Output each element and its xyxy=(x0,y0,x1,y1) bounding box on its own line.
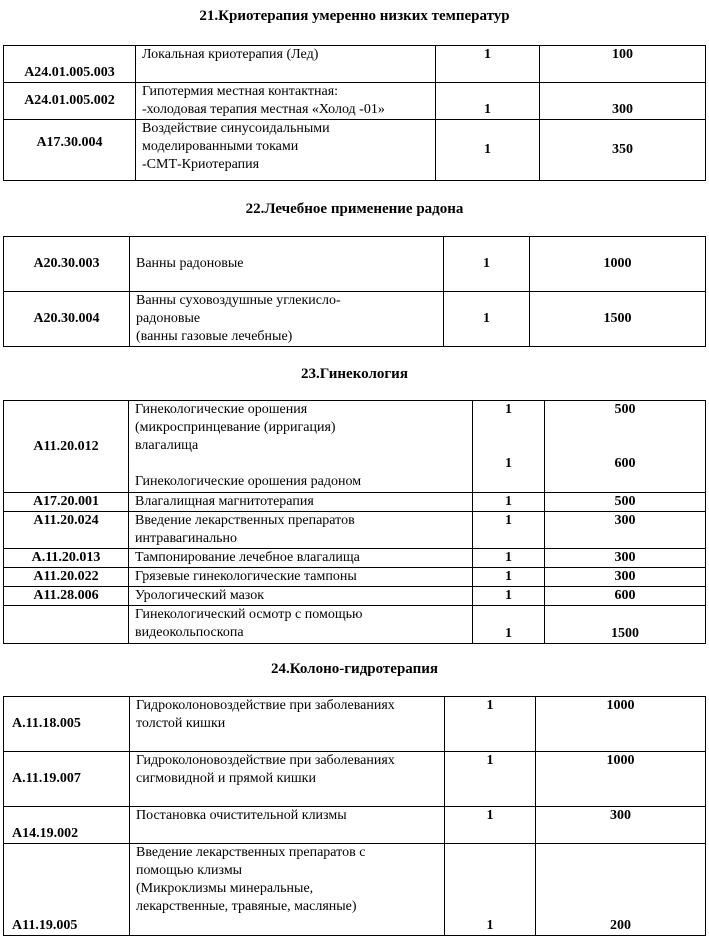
service-name xyxy=(130,697,445,752)
table-row xyxy=(4,807,706,844)
service-price: 350 xyxy=(540,120,706,181)
service-name-line: Гинекологический осмотр с помощью xyxy=(135,607,363,622)
service-qty: 1 xyxy=(473,587,545,606)
service-name-line: Гинекологические орошения xyxy=(135,402,308,417)
service-qty-value: 1 xyxy=(505,456,512,471)
service-name-line: -холодовая терапия местная «Холод -01» xyxy=(142,102,385,117)
service-name: Локальная криотерапия (Лед) xyxy=(136,46,436,83)
table-row xyxy=(4,237,706,292)
section-title: 24.Колоно-гидротерапия xyxy=(271,661,438,677)
table-row xyxy=(4,292,706,347)
service-price: 300 xyxy=(540,83,706,120)
service-qty: 1 xyxy=(444,292,530,347)
service-name-line: радоновые xyxy=(136,311,201,326)
service-name-line: Ванны суховоздушные углекисло- xyxy=(136,293,341,308)
service-name: Тампонирование лечебное влагалища xyxy=(129,549,473,568)
service-qty: 1 xyxy=(445,807,536,844)
service-name-line: Воздействие синусоидальными xyxy=(142,121,330,136)
service-name xyxy=(130,292,444,347)
service-qty: 1 xyxy=(473,568,545,587)
service-price: 1500 xyxy=(530,292,706,347)
table-row xyxy=(4,752,706,807)
service-name-line: (ванны газовые лечебные) xyxy=(136,329,293,344)
table-row xyxy=(4,493,706,512)
service-name xyxy=(136,120,436,181)
service-name: Ванны радоновые xyxy=(130,237,444,292)
service-code: А17.30.004 xyxy=(4,120,136,181)
table-row xyxy=(4,587,706,606)
table-row xyxy=(4,46,706,83)
service-code: А11.28.006 xyxy=(4,587,129,606)
service-name-line: Гипотермия местная контактная: xyxy=(142,84,339,99)
table-row xyxy=(4,401,706,493)
price-table xyxy=(3,45,706,181)
service-code: А20.30.003 xyxy=(4,237,130,292)
service-code: А17.20.001 xyxy=(4,493,129,512)
service-price-value: 600 xyxy=(614,456,636,471)
service-qty-value: 1 xyxy=(505,402,512,417)
service-name: Грязевые гинекологические тампоны xyxy=(129,568,473,587)
service-price: 1000 xyxy=(530,237,706,292)
service-price: 100 xyxy=(540,46,706,83)
service-name-line: моделированными токами xyxy=(142,139,299,154)
section-title: 22.Лечебное применение радона xyxy=(245,201,464,217)
service-qty: 1 xyxy=(445,844,536,936)
service-code: А24.01.005.002 xyxy=(4,83,136,120)
table-row xyxy=(4,606,706,644)
service-code: А11.20.012 xyxy=(4,401,129,493)
price-table xyxy=(3,400,706,644)
service-price: 200 xyxy=(536,844,706,936)
service-name-line: Введение лекарственных препаратов xyxy=(135,513,355,528)
service-name: Урологический мазок xyxy=(129,587,473,606)
service-qty: 1 xyxy=(436,46,540,83)
service-name-line: (Микроклизмы минеральные, xyxy=(136,881,314,896)
service-qty: 1 xyxy=(444,237,530,292)
service-code: А.11.18.005 xyxy=(4,697,130,752)
service-name-line: сигмовидной и прямой кишки xyxy=(136,771,316,786)
service-price: 600 xyxy=(545,587,706,606)
service-qty: 1 xyxy=(473,493,545,512)
service-qty: 1 xyxy=(445,752,536,807)
service-name xyxy=(129,512,473,549)
service-code: А11.20.022 xyxy=(4,568,129,587)
table-row xyxy=(4,120,706,181)
section-title: 21.Криотерапия умеренно низких температур xyxy=(199,8,510,24)
price-table xyxy=(3,696,706,936)
service-qty xyxy=(473,401,545,493)
service-code: А20.30.004 xyxy=(4,292,130,347)
service-qty: 1 xyxy=(473,606,545,644)
service-name-line: видеокольпоскопа xyxy=(135,625,244,640)
service-code: А11.19.005 xyxy=(4,844,130,936)
service-name xyxy=(136,83,436,120)
service-name-line: лекарственные, травяные, масляные) xyxy=(136,899,357,914)
service-price: 1000 xyxy=(536,697,706,752)
service-name-line: интравагинально xyxy=(135,531,238,546)
service-qty: 1 xyxy=(445,697,536,752)
service-code xyxy=(4,606,129,644)
service-name-line: толстой кишки xyxy=(136,716,226,731)
table-row xyxy=(4,549,706,568)
service-name xyxy=(130,752,445,807)
service-name: Влагалищная магнитотерапия xyxy=(129,493,473,512)
service-name-line: влагалища xyxy=(135,438,199,453)
service-qty: 1 xyxy=(473,512,545,549)
service-name-line: помощью клизмы xyxy=(136,863,243,878)
service-price xyxy=(545,401,706,493)
service-name: Постановка очистительной клизмы xyxy=(130,807,445,844)
service-code: А14.19.002 xyxy=(4,807,130,844)
service-name-line: Гидроколоновоздействие при заболеваниях xyxy=(136,698,395,713)
service-name-line: Введение лекарственных препаратов с xyxy=(136,845,366,860)
service-price: 300 xyxy=(545,512,706,549)
service-name xyxy=(129,606,473,644)
service-price: 1500 xyxy=(545,606,706,644)
service-name-line: Гидроколоновоздействие при заболеваниях xyxy=(136,753,395,768)
service-name-line: (микроспринцевание (ирригация) xyxy=(135,420,336,435)
service-name xyxy=(129,401,473,493)
service-name xyxy=(130,844,445,936)
service-code: А.11.19.007 xyxy=(4,752,130,807)
service-name-line: Гинекологические орошения радоном xyxy=(135,474,362,489)
service-price: 300 xyxy=(545,568,706,587)
section-title: 23.Гинекология xyxy=(301,366,408,382)
service-name-line: -СМТ-Криотерапия xyxy=(142,157,260,172)
service-qty: 1 xyxy=(436,83,540,120)
service-price: 300 xyxy=(545,549,706,568)
table-row xyxy=(4,568,706,587)
table-row xyxy=(4,844,706,936)
service-code: А.11.20.013 xyxy=(4,549,129,568)
service-qty: 1 xyxy=(473,549,545,568)
service-price: 1000 xyxy=(536,752,706,807)
service-qty: 1 xyxy=(436,120,540,181)
table-row xyxy=(4,697,706,752)
service-price-value: 500 xyxy=(614,402,636,417)
service-price: 500 xyxy=(545,493,706,512)
service-code: А24.01.005.003 xyxy=(4,46,136,83)
table-row xyxy=(4,83,706,120)
service-price: 300 xyxy=(536,807,706,844)
service-code: А11.20.024 xyxy=(4,512,129,549)
price-table xyxy=(3,236,706,347)
table-row xyxy=(4,512,706,549)
